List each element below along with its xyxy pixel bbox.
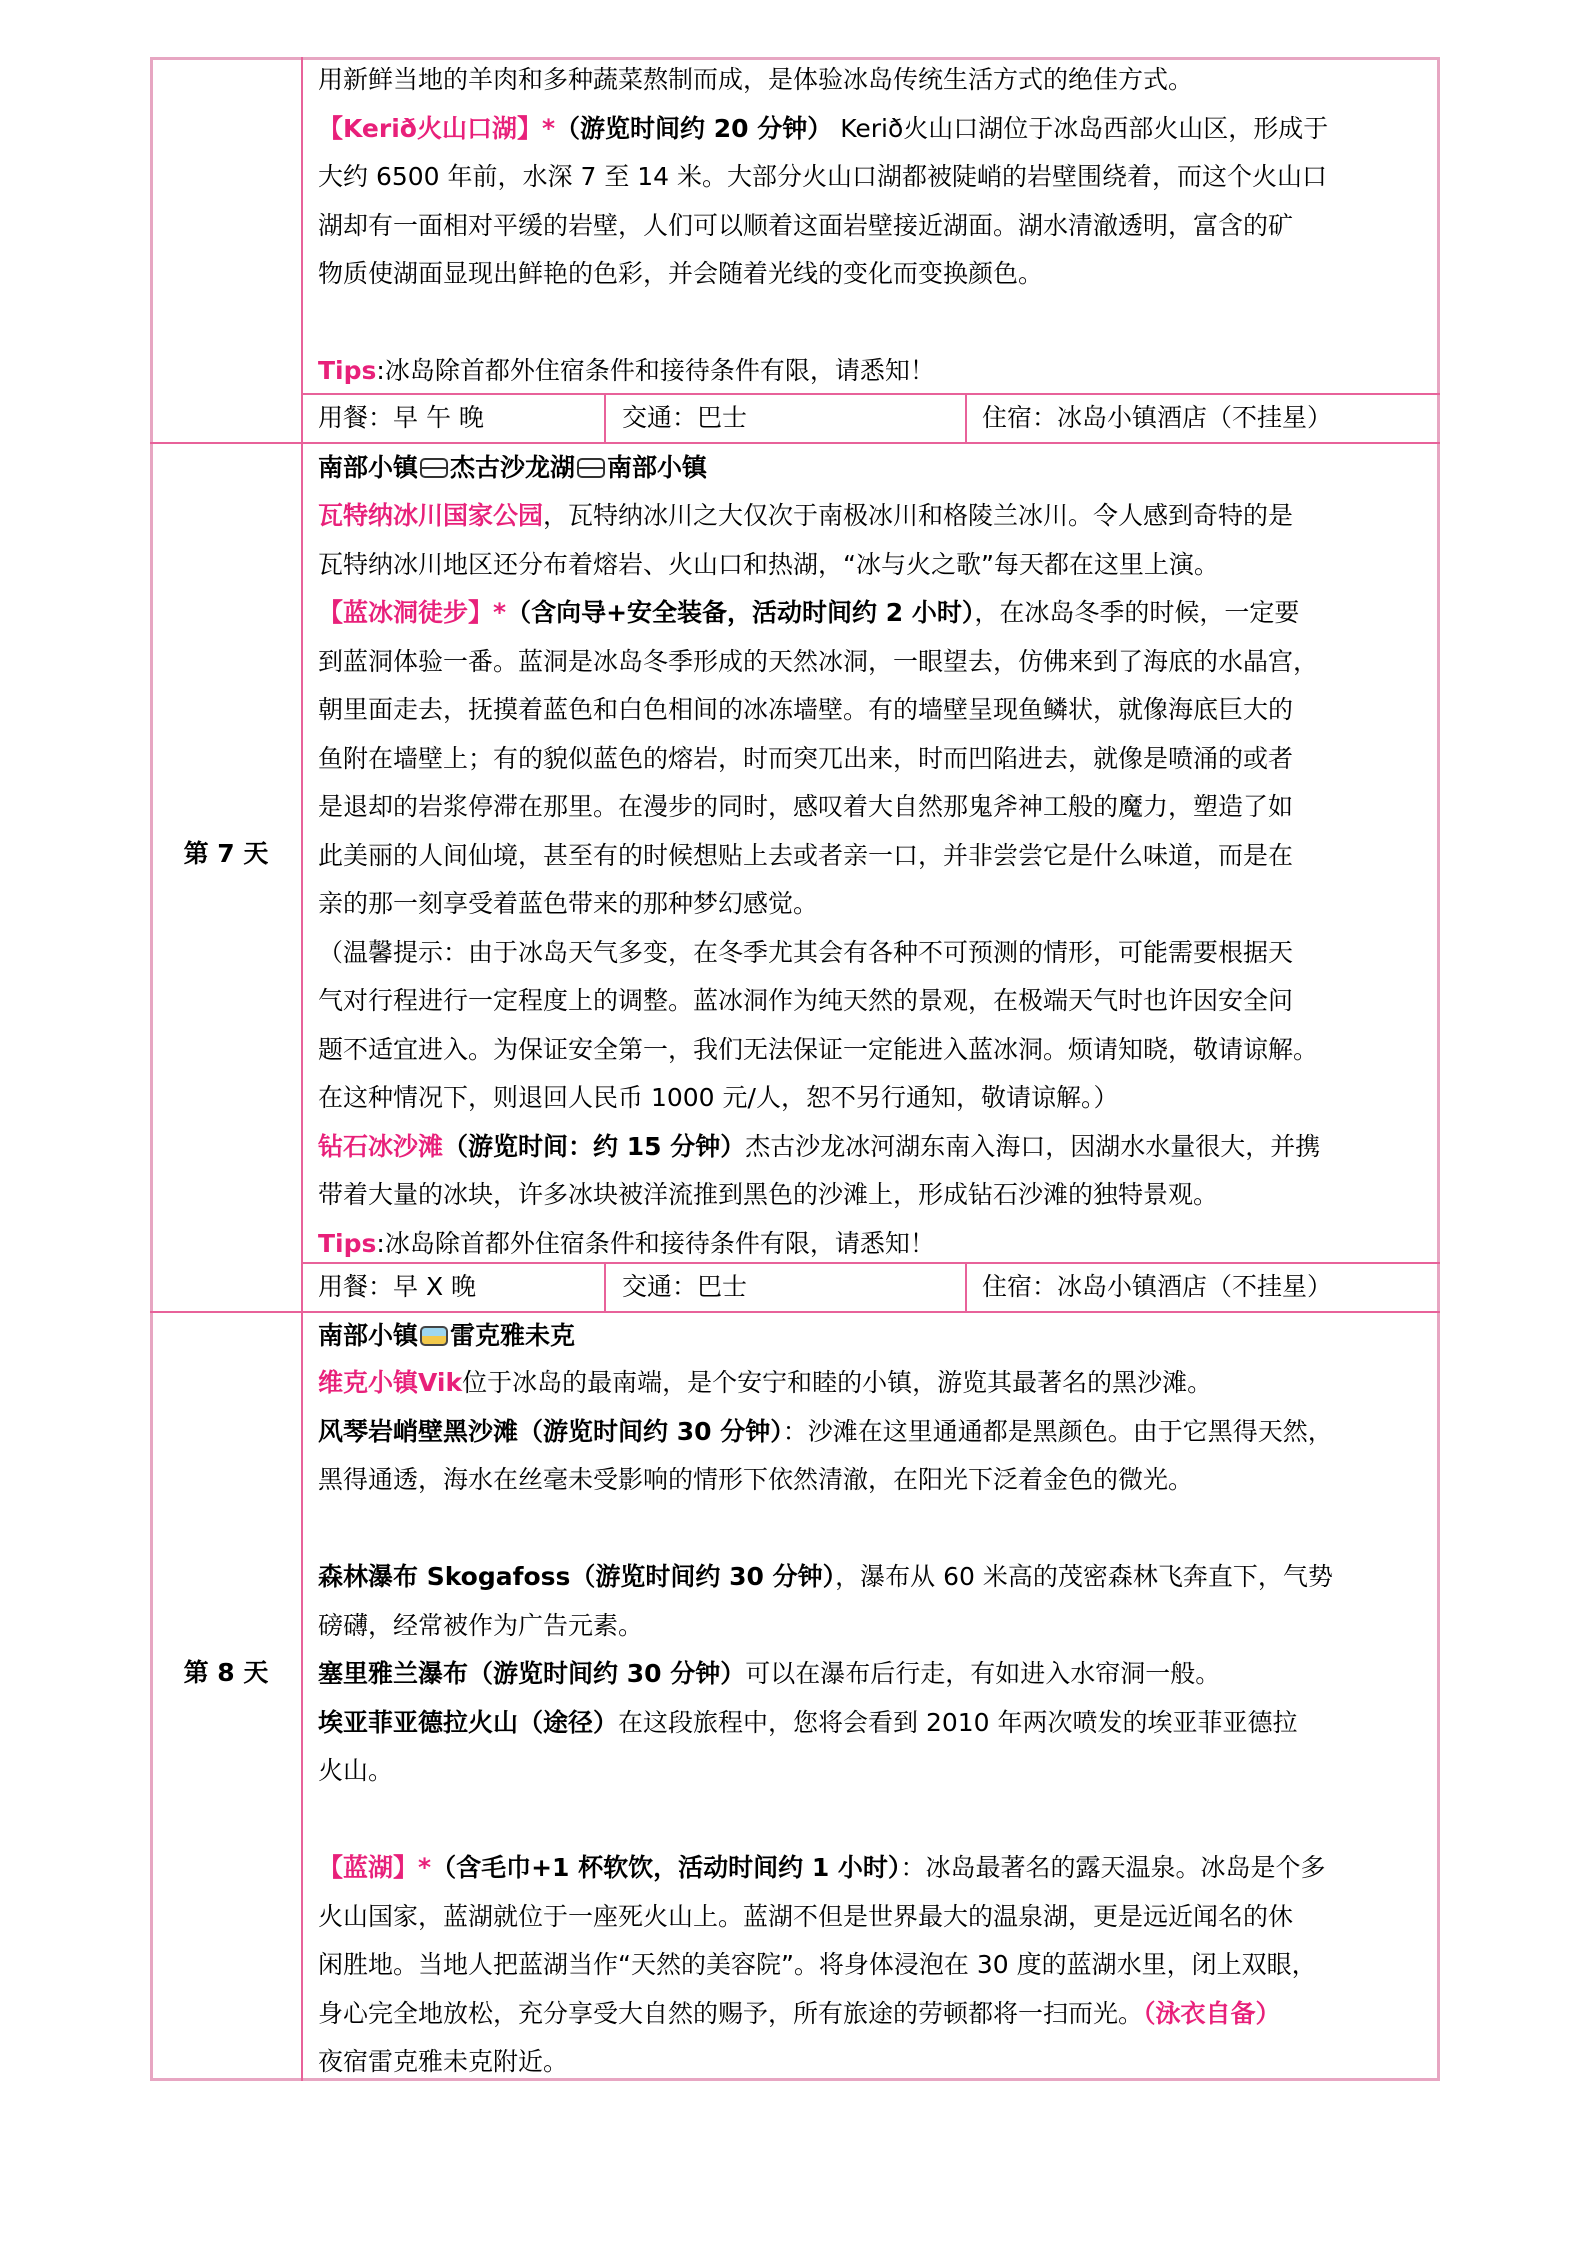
text-run: 在这种情况下，则退回人民币 1000 元/人，恕不另行通知，敬请谅解。）	[318, 1083, 1119, 1112]
route-stop: 南部小镇	[318, 453, 419, 482]
text-run: ，瓦特纳冰川之大仅次于南极冰川和格陵兰冰川。令人感到奇特的是	[543, 501, 1294, 530]
text-run: ，瀑布从 60 米高的茂密森林飞奔直下，气势	[835, 1562, 1333, 1591]
text-run: 【Kerið火山口湖】*	[318, 113, 556, 143]
text-run: 朝里面走去，抚摸着蓝色和白色相间的冰冻墙壁。有的墙壁呈现鱼鳞状，就像海底巨大的	[318, 695, 1294, 724]
text-run: 夜宿雷克雅未克附近。	[318, 2047, 569, 2076]
text-line	[318, 929, 1428, 978]
text-run: Kerið火山口湖位于冰岛西部火山区，形成于	[832, 113, 1329, 143]
text-run: 维克小镇Vik	[318, 1368, 463, 1397]
text-line	[318, 1699, 1428, 1748]
text-line	[318, 1941, 1428, 1990]
text-line	[318, 492, 1428, 541]
text-run: :冰岛除首都外住宿条件和接待条件有限，请悉知！	[376, 356, 935, 385]
text-run: 【蓝冰洞徒步】*	[318, 598, 507, 627]
text-run: 塞里雅兰瀑布（游览时间约 30 分钟）	[318, 1659, 746, 1688]
day8-route	[318, 1312, 1428, 1361]
text-run: 磅礴，经常被作为广告元素。	[318, 1610, 644, 1640]
text-run: （泳衣自备）	[1143, 1998, 1281, 2028]
text-run: 是退却的岩浆停滞在那里。在漫步的同时，感叹着大自然那鬼斧神工般的魔力，塑造了如	[318, 792, 1294, 821]
text-run: 风琴岩峭壁黑沙滩（游览时间约 30 分钟）	[318, 1416, 783, 1446]
text-line	[318, 202, 1428, 251]
text-run: （含向导+安全装备，活动时间约 2 小时）	[506, 598, 975, 627]
text-line	[318, 250, 1428, 299]
text-line	[318, 589, 1428, 638]
text-run: ，在冰岛冬季的时候，一定要	[974, 598, 1300, 627]
day-label: 第 7 天	[183, 839, 269, 868]
day8-description	[318, 1359, 1428, 2087]
route-stop: 南部小镇	[607, 453, 708, 482]
meal-info: 用餐：早 午 晚	[318, 403, 484, 432]
text-line	[318, 1602, 1428, 1651]
text-run: 此美丽的人间仙境，甚至有的时候想贴上去或者亲一口，并非尝尝它是什么味道，而是在	[318, 840, 1294, 870]
text-run: 气对行程进行一定程度上的调整。蓝冰洞作为纯天然的景观，在极端天气时也许因安全问	[318, 986, 1294, 1015]
text-line	[318, 1359, 1428, 1408]
text-run: ：冰岛最著名的露天温泉。冰岛是个多	[900, 1853, 1326, 1882]
text-line	[318, 686, 1428, 735]
text-run: 大约 6500 年前，水深 7 至 14 米。大部分火山口湖都被陡峭的岩壁围绕着，而这个火山口	[318, 162, 1328, 191]
route-stop: 南部小镇	[318, 1321, 419, 1350]
meal-row-divider	[965, 394, 967, 443]
text-line	[318, 1408, 1428, 1457]
route-stop: 杰古沙龙湖	[450, 453, 576, 482]
text-line	[318, 2038, 1428, 2087]
hotel-info: 住宿：冰岛小镇酒店（不挂星）	[982, 1272, 1333, 1301]
text-run: ：沙滩在这里通通都是黑颜色。由于它黑得天然，	[782, 1416, 1333, 1446]
text-run: 闲胜地。当地人把蓝湖当作“天然的美容院”。将身体浸泡在 30 度的蓝湖水里，闭上双眼，	[318, 1950, 1317, 1979]
text-run: 黑得通透，海水在丝毫未受影响的情形下依然清澈，在阳光下泛着金色的微光。	[318, 1465, 1194, 1494]
text-run: 亲的那一刻享受着蓝色带来的那种梦幻感觉。	[318, 889, 819, 918]
text-line	[318, 783, 1428, 832]
text-line	[318, 832, 1428, 881]
day7-route	[318, 444, 1428, 493]
meal-row-divider	[604, 1263, 606, 1312]
text-run: 可以在瀑布后行走，有如进入水帘洞一般。	[745, 1659, 1221, 1688]
text-line	[318, 1893, 1428, 1942]
text-line	[318, 977, 1428, 1026]
text-run: 用新鲜当地的羊肉和多种蔬菜熬制而成，是体验冰岛传统生活方式的绝佳方式。	[318, 65, 1194, 94]
text-run: :冰岛除首都外住宿条件和接待条件有限，请悉知！	[376, 1228, 935, 1258]
text-run: 到蓝洞体验一番。蓝洞是冰岛冬季形成的天然冰洞，一眼望去，仿佛来到了海底的水晶宫，	[318, 646, 1319, 676]
text-line	[318, 1844, 1428, 1893]
hotel-info: 住宿：冰岛小镇酒店（不挂星）	[982, 403, 1333, 432]
text-line	[318, 1123, 1428, 1172]
text-run: 杰古沙龙冰河湖东南入海口，因湖水水量很大，并携	[745, 1131, 1321, 1161]
text-run: 火山国家，蓝湖就位于一座死火山上。蓝湖不但是世界最大的温泉湖，更是远近闻名的休	[318, 1901, 1294, 1931]
text-run: 题不适宜进入。为保证安全第一，我们无法保证一定能进入蓝冰洞。烦请知晓，敬请谅解。	[318, 1034, 1319, 1064]
meal-row-divider	[604, 394, 606, 443]
text-run: 身心完全地放松，充分享受大自然的赐予，所有旅途的劳顿都将一扫而光。	[318, 1998, 1144, 2028]
text-run: （游览时间：约 15 分钟）	[443, 1131, 746, 1161]
day-label: 第 8 天	[183, 1658, 269, 1687]
text-run: 带着大量的冰块，许多冰块被洋流推到黑色的沙滩上，形成钻石沙滩的独特景观。	[318, 1180, 1219, 1209]
text-line	[318, 1074, 1428, 1123]
day7-description	[318, 492, 1428, 1268]
text-line	[318, 1990, 1428, 2039]
text-line	[318, 1220, 1428, 1269]
text-run: Tips	[318, 1228, 377, 1258]
text-line	[318, 1650, 1428, 1699]
transport-info: 交通：巴士	[622, 403, 748, 432]
text-line	[318, 299, 1428, 348]
text-run: 瓦特纳冰川地区还分布着熔岩、火山口和热湖，“冰与火之歌”每天都在这里上演。	[318, 549, 1219, 579]
text-line	[318, 1171, 1428, 1220]
text-run: 位于冰岛的最南端，是个安宁和睦的小镇，游览其最著名的黑沙滩。	[462, 1368, 1213, 1397]
bus-icon	[577, 458, 605, 478]
text-run: （含毛巾+1 杯软饮，活动时间约 1 小时）	[431, 1853, 901, 1882]
text-line	[318, 880, 1428, 929]
text-line	[318, 105, 1428, 154]
text-line	[318, 735, 1428, 784]
text-line	[318, 1747, 1428, 1796]
text-run: 瓦特纳冰川国家公园	[318, 501, 544, 530]
text-run: 【蓝湖】*	[318, 1853, 432, 1882]
day-column-divider	[301, 57, 303, 2081]
route-stop: 雷克雅未克	[450, 1321, 576, 1350]
text-line	[318, 1456, 1428, 1505]
text-run: 物质使湖面显现出鲜艳的色彩，并会随着光线的变化而变换颜色。	[318, 259, 1044, 288]
text-line	[318, 1553, 1428, 1602]
meal-row-divider	[965, 1263, 967, 1312]
day6-continued-description	[318, 56, 1428, 396]
meal-info: 用餐：早 X 晚	[318, 1272, 477, 1301]
text-run: 钻石冰沙滩	[318, 1131, 444, 1161]
text-line	[318, 1026, 1428, 1075]
text-run: （游览时间约 20 分钟）	[555, 113, 833, 143]
text-line	[318, 1796, 1428, 1845]
text-run: 火山。	[318, 1756, 394, 1785]
bus-icon	[420, 1326, 448, 1346]
transport-info: 交通：巴士	[622, 1272, 748, 1301]
text-line	[318, 347, 1428, 396]
text-run: Tips	[318, 356, 377, 385]
text-line	[318, 638, 1428, 687]
text-run: 在这段旅程中，您将会看到 2010 年两次喷发的埃亚菲亚德拉	[618, 1707, 1298, 1737]
text-line	[318, 541, 1428, 590]
text-run: 埃亚菲亚德拉火山（途径）	[318, 1707, 619, 1737]
text-run: （温馨提示：由于冰岛天气多变，在冬季尤其会有各种不可预测的情形，可能需要根据天	[318, 937, 1294, 967]
text-line	[318, 1505, 1428, 1554]
bus-icon	[420, 458, 448, 478]
text-run: 湖却有一面相对平缓的岩壁，人们可以顺着这面岩壁接近湖面。湖水清澈透明，富含的矿	[318, 210, 1294, 240]
text-line	[318, 56, 1428, 105]
text-line	[318, 153, 1428, 202]
text-run: 森林瀑布 Skogafoss（游览时间约 30 分钟）	[318, 1562, 836, 1591]
text-run: 鱼附在墙壁上；有的貌似蓝色的熔岩，时而突兀出来，时而凹陷进去，就像是喷涌的或者	[318, 743, 1294, 773]
